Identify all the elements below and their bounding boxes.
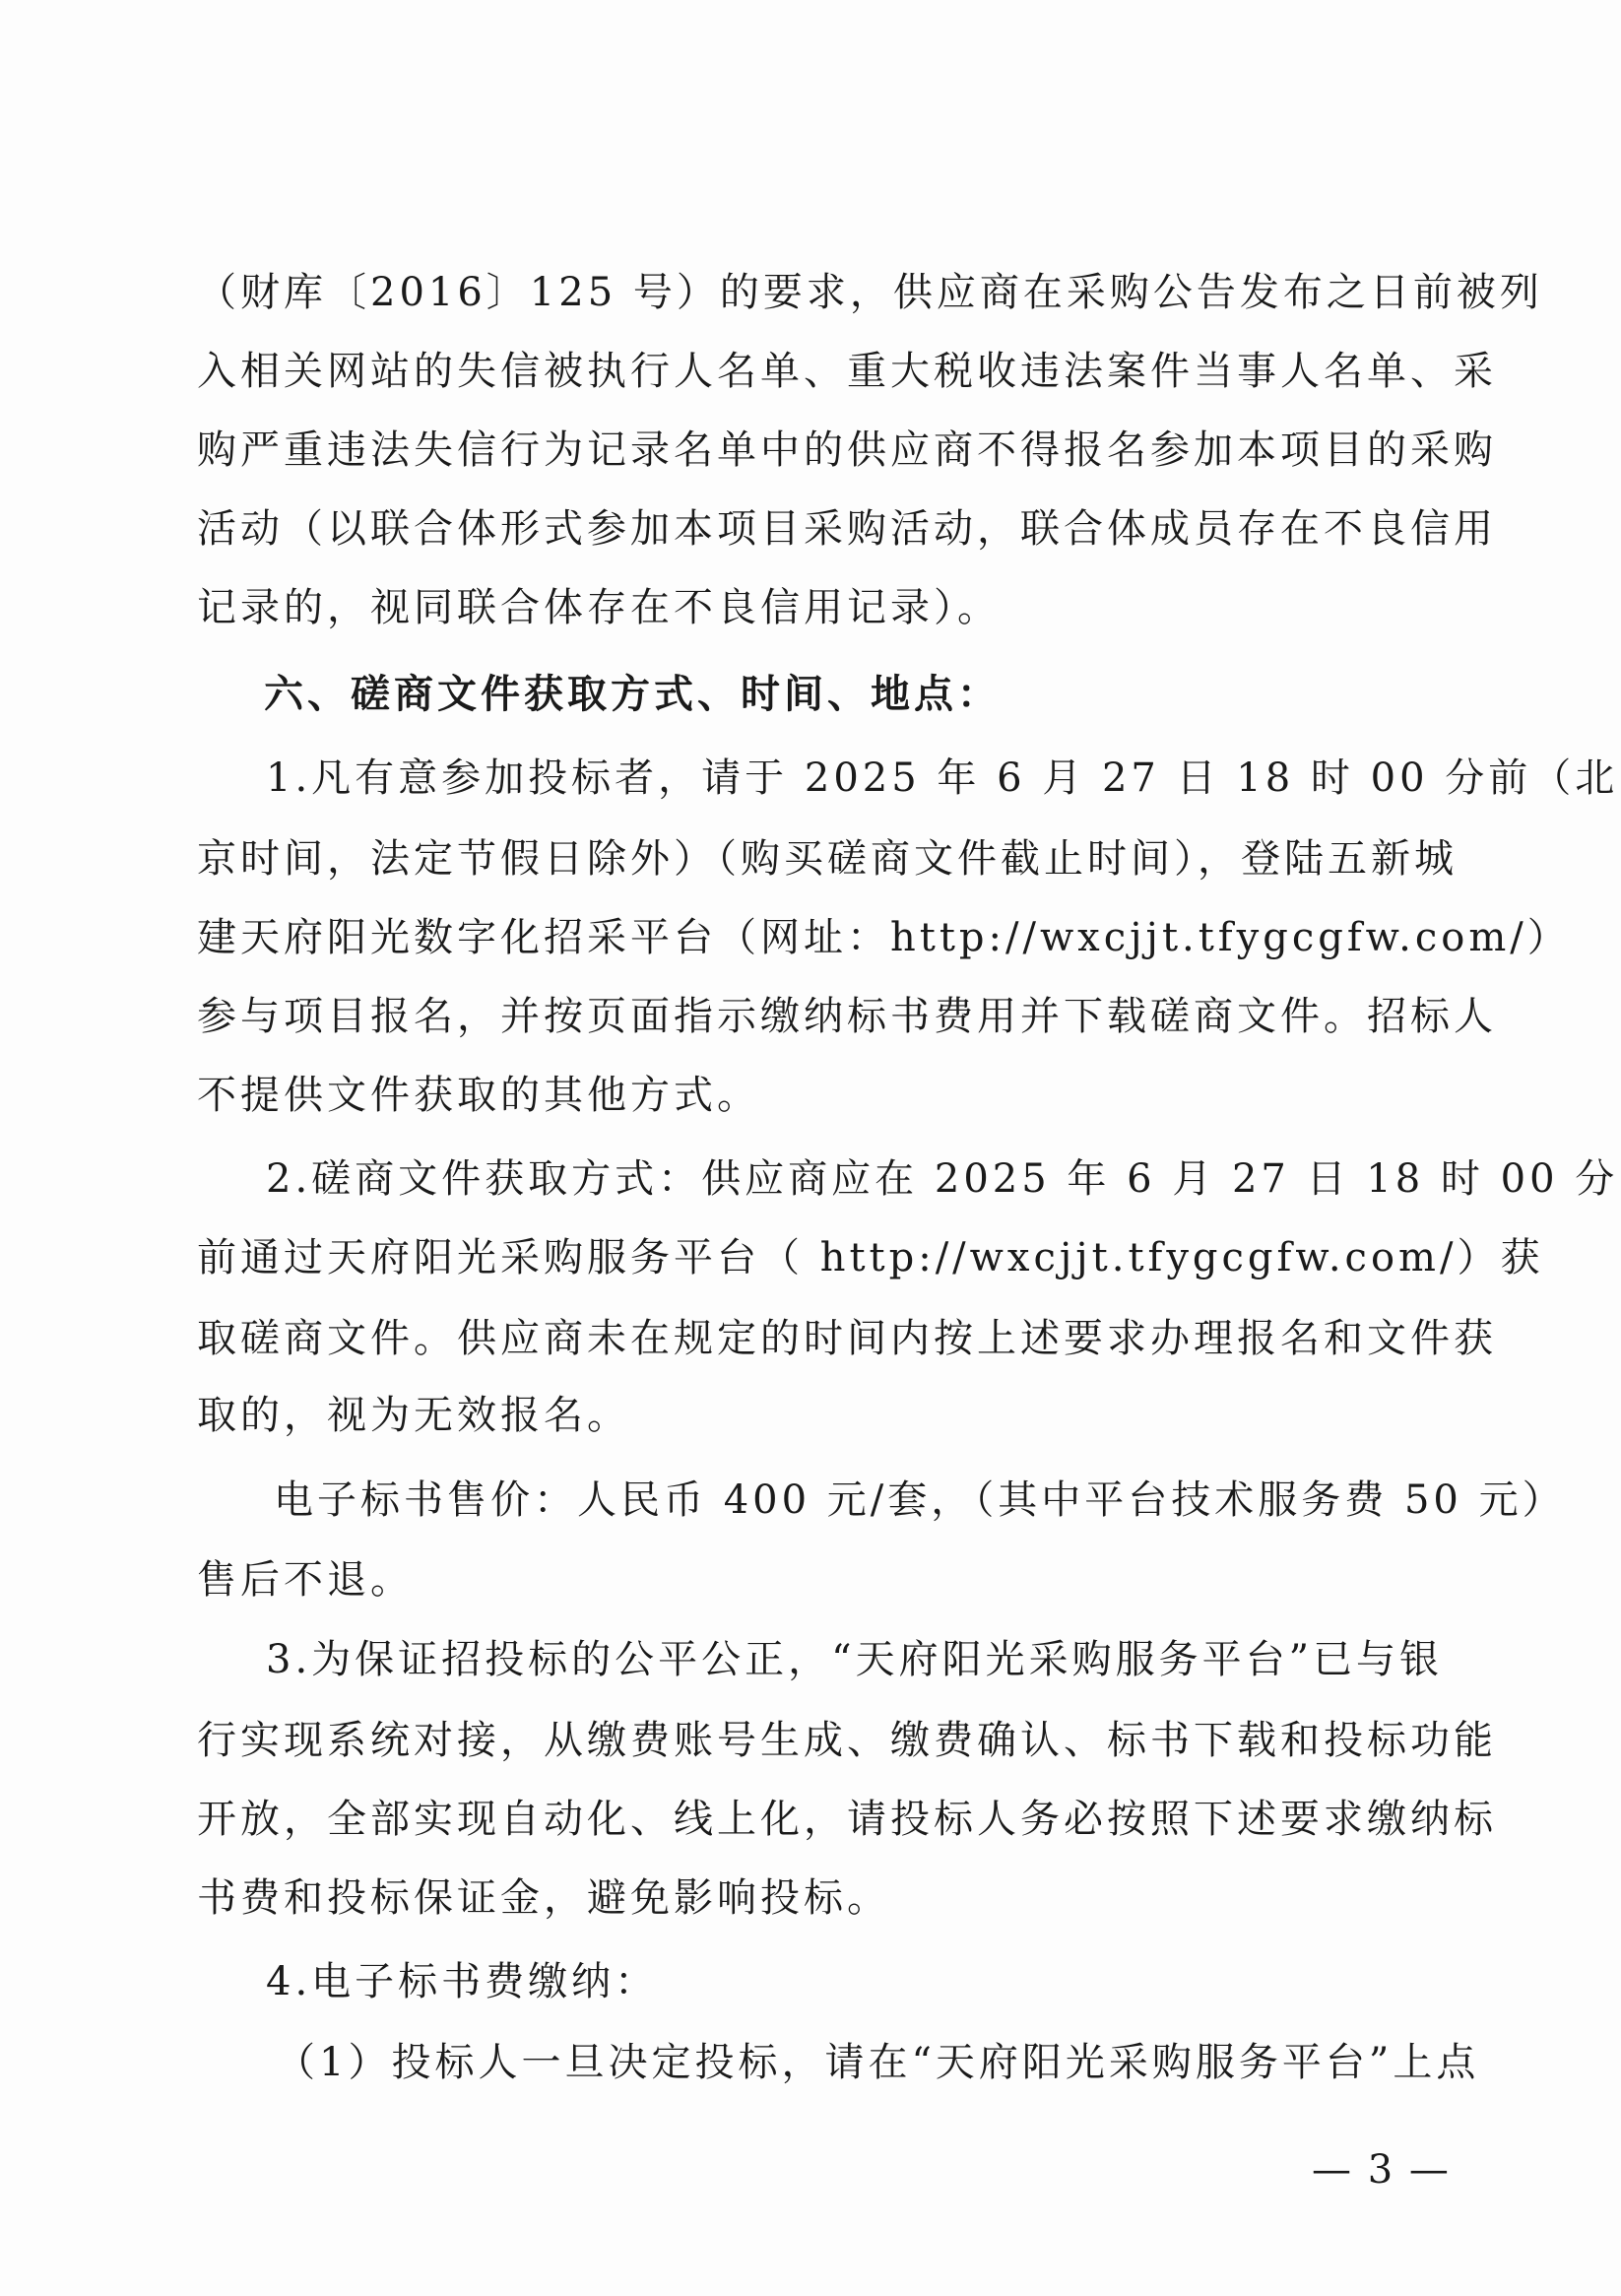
paragraph-line: 前通过天府阳光采购服务平台（ http://wxcjjt.tfygcgfw.com/）获 [197, 1235, 1544, 1280]
section-heading: 六、磋商文件获取方式、时间、地点： [264, 672, 1001, 717]
paragraph-line: 行实现系统对接，从缴费账号生成、缴费确认、标书下载和投标功能 [197, 1718, 1497, 1763]
paragraph-line: 记录的，视同联合体存在不良信用记录）。 [197, 585, 1001, 630]
paragraph-line: 2.磋商文件获取方式：供应商应在 2025 年 6 月 27 日 18 时 00 分 [266, 1156, 1619, 1202]
paragraph-line: 开放，全部实现自动化、线上化，请投标人务必按照下述要求缴纳标 [197, 1797, 1497, 1842]
paragraph-line: 4.电子标书费缴纳： [266, 1959, 659, 2004]
paragraph-line: 3.为保证招投标的公平公正，“天府阳光采购服务平台”已与银 [266, 1637, 1444, 1682]
paragraph-line: 电子标书售价：人民币 400 元/套，（其中平台技术服务费 50 元） [274, 1477, 1566, 1523]
paragraph-line: 取磋商文件。供应商未在规定的时间内按上述要求办理报名和文件获 [197, 1316, 1497, 1361]
paragraph-line: 购严重违法失信行为记录名单中的供应商不得报名参加本项目的采购 [197, 427, 1497, 473]
paragraph-line: 活动（以联合体形式参加本项目采购活动，联合体成员存在不良信用 [197, 506, 1497, 552]
paragraph-line: （财库〔2016〕125 号）的要求，供应商在采购公告发布之日前被列 [197, 270, 1543, 315]
paragraph-line: 不提供文件获取的其他方式。 [197, 1073, 760, 1118]
paragraph-line: 京时间，法定节假日除外）（购买磋商文件截止时间），登陆五新城 [197, 836, 1458, 882]
paragraph-line: 建天府阳光数字化招采平台（网址：http://wxcjjt.tfygcgfw.com/） [197, 915, 1571, 960]
paragraph-line: 取的，视为无效报名。 [197, 1393, 630, 1438]
paragraph-line: 参与项目报名，并按页面指示缴纳标书费用并下载磋商文件。招标人 [197, 994, 1497, 1039]
page-number: — 3 — [1312, 2147, 1451, 2193]
paragraph-line: 售后不退。 [197, 1557, 414, 1603]
paragraph-line: 1.凡有意参加投标者，请于 2025 年 6 月 27 日 18 时 00 分前（北 [266, 755, 1619, 801]
paragraph-line: 书费和投标保证金，避免影响投标。 [197, 1875, 890, 1921]
paragraph-line: （1）投标人一旦决定投标，请在“天府阳光采购服务平台”上点 [276, 2040, 1480, 2085]
paragraph-line: 入相关网站的失信被执行人名单、重大税收违法案件当事人名单、采 [197, 349, 1497, 394]
